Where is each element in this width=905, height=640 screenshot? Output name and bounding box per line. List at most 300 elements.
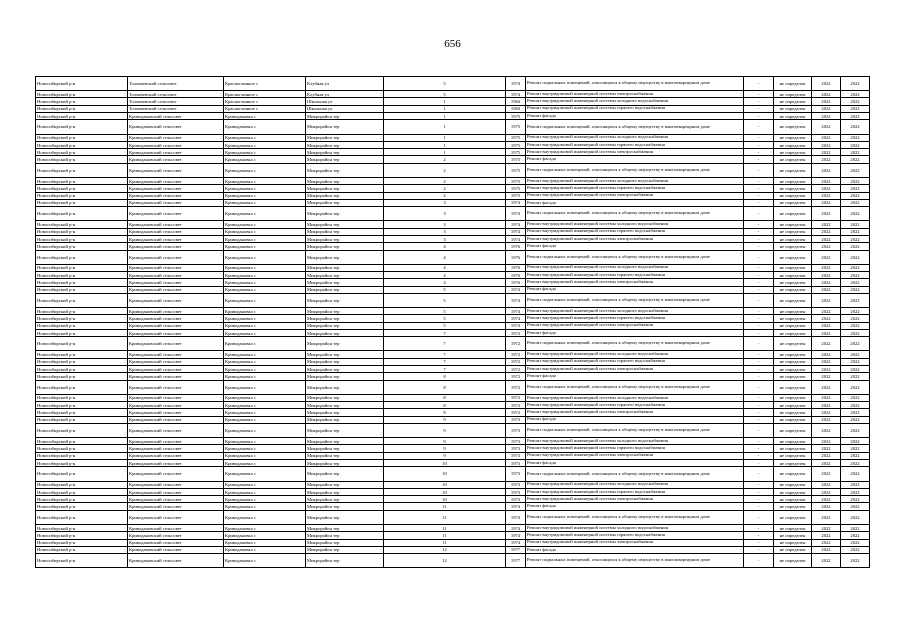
place-cell: Криводановка с	[224, 156, 306, 163]
house-cell: 9	[384, 438, 506, 445]
build-year-cell: 1973	[506, 445, 526, 452]
start-year-cell: 2022	[812, 308, 841, 315]
build-year-cell: 1973	[506, 496, 526, 503]
build-year-cell: 1975	[506, 120, 526, 134]
place-cell: Криводановка с	[224, 235, 306, 242]
settlement-cell: Криводановский сельсовет	[128, 438, 224, 445]
house-cell: 2	[384, 177, 506, 184]
method-cell: -	[744, 438, 774, 445]
work-type-cell: Ремонт подвальных помещений, относящихся к общему имуществу в многоквартирном доме	[526, 337, 744, 351]
start-year-cell: 2022	[812, 373, 841, 380]
street-cell: Микрорайон тер	[306, 177, 384, 184]
method-cell: -	[744, 293, 774, 307]
table-row	[36, 243, 870, 250]
region-cell: Новосибирский р-н	[36, 315, 128, 322]
street-cell: Микрорайон тер	[306, 329, 384, 336]
table-row	[36, 409, 870, 416]
end-year-cell: 2022	[841, 503, 870, 510]
end-year-cell: 2022	[841, 496, 870, 503]
house-cell: 5	[384, 77, 506, 91]
cost-cell: не определен	[774, 532, 812, 539]
cost-cell: не определен	[774, 308, 812, 315]
street-cell: Микрорайон тер	[306, 394, 384, 401]
start-year-cell: 2022	[812, 488, 841, 495]
method-cell: -	[744, 177, 774, 184]
work-type-cell: Ремонт внутридомовой инженерной системы холодного водоснабжения	[526, 351, 744, 358]
end-year-cell: 2022	[841, 329, 870, 336]
end-year-cell: 2022	[841, 156, 870, 163]
table-row	[36, 524, 870, 531]
street-cell: Микрорайон тер	[306, 141, 384, 148]
region-cell: Новосибирский р-н	[36, 91, 128, 98]
region-cell: Новосибирский р-н	[36, 98, 128, 105]
street-cell: Микрорайон тер	[306, 438, 384, 445]
work-type-cell: Ремонт внутридомовой инженерной системы горячего водоснабжения	[526, 488, 744, 495]
cost-cell: не определен	[774, 554, 812, 568]
place-cell: Криводановка с	[224, 134, 306, 141]
work-type-cell: Ремонт внутридомовой инженерной системы электроснабжения	[526, 539, 744, 546]
street-cell: Микрорайон тер	[306, 228, 384, 235]
method-cell: -	[744, 279, 774, 286]
place-cell: Криводановка с	[224, 445, 306, 452]
method-cell: -	[744, 329, 774, 336]
region-cell: Новосибирский р-н	[36, 503, 128, 510]
table-row	[36, 315, 870, 322]
table-row	[36, 120, 870, 134]
table-row	[36, 510, 870, 524]
street-cell: Школьная ул	[306, 105, 384, 112]
place-cell: Криводановка с	[224, 322, 306, 329]
method-cell: -	[744, 546, 774, 553]
region-cell: Новосибирский р-н	[36, 394, 128, 401]
work-type-cell: Ремонт подвальных помещений, относящихся к общему имуществу в многоквартирном доме	[526, 554, 744, 568]
settlement-cell: Криводановский сельсовет	[128, 199, 224, 206]
settlement-cell: Криводановский сельсовет	[128, 228, 224, 235]
build-year-cell: 1984	[506, 98, 526, 105]
work-type-cell: Ремонт внутридомовой инженерной системы электроснабжения	[526, 235, 744, 242]
settlement-cell: Криводановский сельсовет	[128, 416, 224, 423]
end-year-cell: 2022	[841, 134, 870, 141]
work-type-cell: Ремонт фасада	[526, 373, 744, 380]
region-cell: Новосибирский р-н	[36, 546, 128, 553]
settlement-cell: Криводановский сельсовет	[128, 351, 224, 358]
house-cell: 9	[384, 445, 506, 452]
work-type-cell: Ремонт фасада	[526, 503, 744, 510]
street-cell: Микрорайон тер	[306, 467, 384, 481]
work-type-cell: Ремонт внутридомовой инженерной системы холодного водоснабжения	[526, 134, 744, 141]
start-year-cell: 2022	[812, 539, 841, 546]
street-cell: Микрорайон тер	[306, 532, 384, 539]
place-cell: Криводановка с	[224, 207, 306, 221]
place-cell: Криводановка с	[224, 177, 306, 184]
end-year-cell: 2022	[841, 380, 870, 394]
method-cell: -	[744, 402, 774, 409]
cost-cell: не определен	[774, 322, 812, 329]
work-type-cell: Ремонт внутридомовой инженерной системы электроснабжения	[526, 149, 744, 156]
build-year-cell: 1973	[506, 460, 526, 467]
build-year-cell: 1973	[506, 438, 526, 445]
settlement-cell: Криводановский сельсовет	[128, 409, 224, 416]
build-year-cell: 1974	[506, 207, 526, 221]
place-cell: Криводановка с	[224, 250, 306, 264]
build-year-cell: 1973	[506, 467, 526, 481]
settlement-cell: Криводановский сельсовет	[128, 221, 224, 228]
house-cell: 5	[384, 308, 506, 315]
region-cell: Новосибирский р-н	[36, 510, 128, 524]
table-row	[36, 546, 870, 553]
method-cell: -	[744, 481, 774, 488]
place-cell: Криводановка с	[224, 394, 306, 401]
house-cell: 12	[384, 546, 506, 553]
table-row	[36, 149, 870, 156]
method-cell: -	[744, 113, 774, 120]
settlement-cell: Криводановский сельсовет	[128, 366, 224, 373]
table-row	[36, 228, 870, 235]
start-year-cell: 2022	[812, 185, 841, 192]
house-cell: 5	[384, 322, 506, 329]
method-cell: -	[744, 228, 774, 235]
build-year-cell: 1975	[506, 156, 526, 163]
start-year-cell: 2022	[812, 120, 841, 134]
place-cell: Криводановка с	[224, 279, 306, 286]
region-cell: Новосибирский р-н	[36, 380, 128, 394]
build-year-cell: 1974	[506, 77, 526, 91]
build-year-cell: 1974	[506, 228, 526, 235]
build-year-cell: 1974	[506, 524, 526, 531]
settlement-cell: Криводановский сельсовет	[128, 322, 224, 329]
end-year-cell: 2022	[841, 416, 870, 423]
settlement-cell: Криводановский сельсовет	[128, 286, 224, 293]
street-cell: Микрорайон тер	[306, 546, 384, 553]
build-year-cell: 1972	[506, 337, 526, 351]
table-row	[36, 402, 870, 409]
start-year-cell: 2022	[812, 409, 841, 416]
cost-cell: не определен	[774, 199, 812, 206]
work-type-cell: Ремонт внутридомовой инженерной системы электроснабжения	[526, 192, 744, 199]
start-year-cell: 2022	[812, 156, 841, 163]
work-type-cell: Ремонт внутридомовой инженерной системы холодного водоснабжения	[526, 394, 744, 401]
street-cell: Микрорайон тер	[306, 351, 384, 358]
settlement-cell: Криводановский сельсовет	[128, 452, 224, 459]
start-year-cell: 2022	[812, 98, 841, 105]
region-cell: Новосибирский р-н	[36, 467, 128, 481]
street-cell: Микрорайон тер	[306, 315, 384, 322]
region-cell: Новосибирский р-н	[36, 120, 128, 134]
place-cell: Криводановка с	[224, 503, 306, 510]
method-cell: -	[744, 510, 774, 524]
cost-cell: не определен	[774, 250, 812, 264]
settlement-cell: Криводановский сельсовет	[128, 192, 224, 199]
method-cell: -	[744, 192, 774, 199]
start-year-cell: 2022	[812, 524, 841, 531]
house-cell: 1	[384, 98, 506, 105]
settlement-cell: Криводановский сельсовет	[128, 177, 224, 184]
street-cell: Микрорайон тер	[306, 452, 384, 459]
cost-cell: не определен	[774, 481, 812, 488]
cost-cell: не определен	[774, 156, 812, 163]
place-cell: Криводановка с	[224, 373, 306, 380]
start-year-cell: 2022	[812, 366, 841, 373]
end-year-cell: 2022	[841, 207, 870, 221]
end-year-cell: 2022	[841, 373, 870, 380]
street-cell: Микрорайон тер	[306, 199, 384, 206]
street-cell: Микрорайон тер	[306, 460, 384, 467]
cost-cell: не определен	[774, 337, 812, 351]
street-cell: Микрорайон тер	[306, 271, 384, 278]
work-type-cell: Ремонт внутридомовой инженерной системы холодного водоснабжения	[526, 308, 744, 315]
method-cell: -	[744, 149, 774, 156]
end-year-cell: 2022	[841, 293, 870, 307]
house-cell: 10	[384, 467, 506, 481]
build-year-cell: 1973	[506, 488, 526, 495]
method-cell: -	[744, 488, 774, 495]
region-cell: Новосибирский р-н	[36, 113, 128, 120]
place-cell: Криводановка с	[224, 438, 306, 445]
house-cell: 7	[384, 337, 506, 351]
place-cell: Красноглинное с	[224, 98, 306, 105]
street-cell: Микрорайон тер	[306, 358, 384, 365]
table-row	[36, 481, 870, 488]
end-year-cell: 2022	[841, 177, 870, 184]
table-row	[36, 380, 870, 394]
house-cell: 10	[384, 481, 506, 488]
work-type-cell: Ремонт внутридомовой инженерной системы электроснабжения	[526, 452, 744, 459]
method-cell: -	[744, 264, 774, 271]
settlement-cell: Криводановский сельсовет	[128, 141, 224, 148]
region-cell: Новосибирский р-н	[36, 105, 128, 112]
build-year-cell: 1974	[506, 91, 526, 98]
house-cell: 1	[384, 149, 506, 156]
table-row	[36, 445, 870, 452]
end-year-cell: 2022	[841, 308, 870, 315]
street-cell: Микрорайон тер	[306, 481, 384, 488]
cost-cell: не определен	[774, 149, 812, 156]
start-year-cell: 2022	[812, 91, 841, 98]
table-row	[36, 322, 870, 329]
region-cell: Новосибирский р-н	[36, 192, 128, 199]
cost-cell: не определен	[774, 351, 812, 358]
place-cell: Криводановка с	[224, 199, 306, 206]
start-year-cell: 2022	[812, 351, 841, 358]
method-cell: -	[744, 445, 774, 452]
build-year-cell: 1974	[506, 308, 526, 315]
end-year-cell: 2022	[841, 98, 870, 105]
work-type-cell: Ремонт подвальных помещений, относящихся к общему имуществу в многоквартирном доме	[526, 380, 744, 394]
house-cell: 11	[384, 532, 506, 539]
end-year-cell: 2022	[841, 524, 870, 531]
region-cell: Новосибирский р-н	[36, 539, 128, 546]
settlement-cell: Криводановский сельсовет	[128, 539, 224, 546]
method-cell: -	[744, 91, 774, 98]
method-cell: -	[744, 394, 774, 401]
start-year-cell: 2022	[812, 460, 841, 467]
method-cell: -	[744, 308, 774, 315]
method-cell: -	[744, 452, 774, 459]
method-cell: -	[744, 554, 774, 568]
start-year-cell: 2022	[812, 424, 841, 438]
build-year-cell: 1975	[506, 163, 526, 177]
street-cell: Клубная ул	[306, 91, 384, 98]
work-type-cell: Ремонт внутридомовой инженерной системы электроснабжения	[526, 279, 744, 286]
table-row	[36, 293, 870, 307]
settlement-cell: Криводановский сельсовет	[128, 293, 224, 307]
region-cell: Новосибирский р-н	[36, 416, 128, 423]
place-cell: Криводановка с	[224, 113, 306, 120]
end-year-cell: 2022	[841, 113, 870, 120]
settlement-cell: Криводановский сельсовет	[128, 554, 224, 568]
house-cell: 11	[384, 510, 506, 524]
house-cell: 8	[384, 373, 506, 380]
street-cell: Микрорайон тер	[306, 322, 384, 329]
page-number: 656	[444, 38, 461, 50]
place-cell: Криводановка с	[224, 329, 306, 336]
method-cell: -	[744, 199, 774, 206]
build-year-cell: 1975	[506, 192, 526, 199]
settlement-cell: Криводановский сельсовет	[128, 481, 224, 488]
build-year-cell: 1977	[506, 546, 526, 553]
start-year-cell: 2022	[812, 496, 841, 503]
end-year-cell: 2022	[841, 163, 870, 177]
end-year-cell: 2022	[841, 315, 870, 322]
start-year-cell: 2022	[812, 199, 841, 206]
method-cell: -	[744, 366, 774, 373]
end-year-cell: 2022	[841, 185, 870, 192]
place-cell: Криводановка с	[224, 141, 306, 148]
place-cell: Криводановка с	[224, 366, 306, 373]
end-year-cell: 2022	[841, 221, 870, 228]
start-year-cell: 2022	[812, 293, 841, 307]
cost-cell: не определен	[774, 394, 812, 401]
work-type-cell: Ремонт внутридомовой инженерной системы холодного водоснабжения	[526, 221, 744, 228]
start-year-cell: 2022	[812, 380, 841, 394]
work-type-cell: Ремонт фасада	[526, 416, 744, 423]
method-cell: -	[744, 271, 774, 278]
end-year-cell: 2022	[841, 243, 870, 250]
table-row	[36, 394, 870, 401]
house-cell: 2	[384, 156, 506, 163]
work-type-cell: Ремонт внутридомовой инженерной системы холодного водоснабжения	[526, 264, 744, 271]
end-year-cell: 2022	[841, 271, 870, 278]
settlement-cell: Криводановский сельсовет	[128, 524, 224, 531]
method-cell: -	[744, 416, 774, 423]
start-year-cell: 2022	[812, 402, 841, 409]
settlement-cell: Криводановский сельсовет	[128, 250, 224, 264]
region-cell: Новосибирский р-н	[36, 532, 128, 539]
region-cell: Новосибирский р-н	[36, 445, 128, 452]
work-type-cell: Ремонт фасада	[526, 156, 744, 163]
end-year-cell: 2022	[841, 337, 870, 351]
work-type-cell: Ремонт внутридомовой инженерной системы горячего водоснабжения	[526, 532, 744, 539]
place-cell: Криводановка с	[224, 402, 306, 409]
table-row	[36, 264, 870, 271]
build-year-cell: 1976	[506, 264, 526, 271]
street-cell: Микрорайон тер	[306, 373, 384, 380]
build-year-cell: 1975	[506, 149, 526, 156]
build-year-cell: 1974	[506, 503, 526, 510]
place-cell: Криводановка с	[224, 120, 306, 134]
street-cell: Микрорайон тер	[306, 264, 384, 271]
cost-cell: не определен	[774, 120, 812, 134]
table-row	[36, 373, 870, 380]
house-cell: 5	[384, 293, 506, 307]
build-year-cell: 1974	[506, 235, 526, 242]
place-cell: Криводановка с	[224, 271, 306, 278]
cost-cell: не определен	[774, 438, 812, 445]
cost-cell: не определен	[774, 163, 812, 177]
settlement-cell: Криводановский сельсовет	[128, 445, 224, 452]
region-cell: Новосибирский р-н	[36, 329, 128, 336]
region-cell: Новосибирский р-н	[36, 156, 128, 163]
table-row	[36, 539, 870, 546]
work-type-cell: Ремонт внутридомовой инженерной системы горячего водоснабжения	[526, 185, 744, 192]
house-cell: 1	[384, 113, 506, 120]
region-cell: Новосибирский р-н	[36, 264, 128, 271]
place-cell: Криводановка с	[224, 264, 306, 271]
street-cell: Микрорайон тер	[306, 221, 384, 228]
place-cell: Криводановка с	[224, 293, 306, 307]
build-year-cell: 1974	[506, 221, 526, 228]
street-cell: Микрорайон тер	[306, 156, 384, 163]
work-type-cell: Ремонт подвальных помещений, относящихся к общему имуществу в многоквартирном доме	[526, 293, 744, 307]
cost-cell: не определен	[774, 91, 812, 98]
street-cell: Микрорайон тер	[306, 250, 384, 264]
settlement-cell: Криводановский сельсовет	[128, 207, 224, 221]
place-cell: Криводановка с	[224, 358, 306, 365]
region-cell: Новосибирский р-н	[36, 438, 128, 445]
cost-cell: не определен	[774, 488, 812, 495]
start-year-cell: 2022	[812, 510, 841, 524]
method-cell: -	[744, 532, 774, 539]
cost-cell: не определен	[774, 207, 812, 221]
build-year-cell: 1973	[506, 416, 526, 423]
method-cell: -	[744, 460, 774, 467]
region-cell: Новосибирский р-н	[36, 77, 128, 91]
place-cell: Криводановка с	[224, 539, 306, 546]
house-cell: 3	[384, 221, 506, 228]
house-cell: 11	[384, 503, 506, 510]
place-cell: Криводановка с	[224, 460, 306, 467]
cost-cell: не определен	[774, 402, 812, 409]
street-cell: Микрорайон тер	[306, 185, 384, 192]
settlement-cell: Криводановский сельсовет	[128, 394, 224, 401]
place-cell: Криводановка с	[224, 221, 306, 228]
method-cell: -	[744, 315, 774, 322]
settlement-cell: Криводановский сельсовет	[128, 503, 224, 510]
table-row	[36, 91, 870, 98]
work-type-cell: Ремонт фасада	[526, 243, 744, 250]
region-cell: Новосибирский р-н	[36, 221, 128, 228]
street-cell: Микрорайон тер	[306, 445, 384, 452]
build-year-cell: 1974	[506, 539, 526, 546]
build-year-cell: 1972	[506, 394, 526, 401]
street-cell: Микрорайон тер	[306, 503, 384, 510]
cost-cell: не определен	[774, 460, 812, 467]
street-cell: Микрорайон тер	[306, 402, 384, 409]
build-year-cell: 1975	[506, 141, 526, 148]
region-cell: Новосибирский р-н	[36, 366, 128, 373]
region-cell: Новосибирский р-н	[36, 322, 128, 329]
end-year-cell: 2022	[841, 366, 870, 373]
street-cell: Микрорайон тер	[306, 134, 384, 141]
settlement-cell: Криводановский сельсовет	[128, 402, 224, 409]
build-year-cell: 1974	[506, 286, 526, 293]
region-cell: Новосибирский р-н	[36, 199, 128, 206]
capital-repair-table	[35, 76, 870, 568]
region-cell: Новосибирский р-н	[36, 409, 128, 416]
build-year-cell: 1974	[506, 199, 526, 206]
settlement-cell: Криводановский сельсовет	[128, 185, 224, 192]
table-row	[36, 467, 870, 481]
